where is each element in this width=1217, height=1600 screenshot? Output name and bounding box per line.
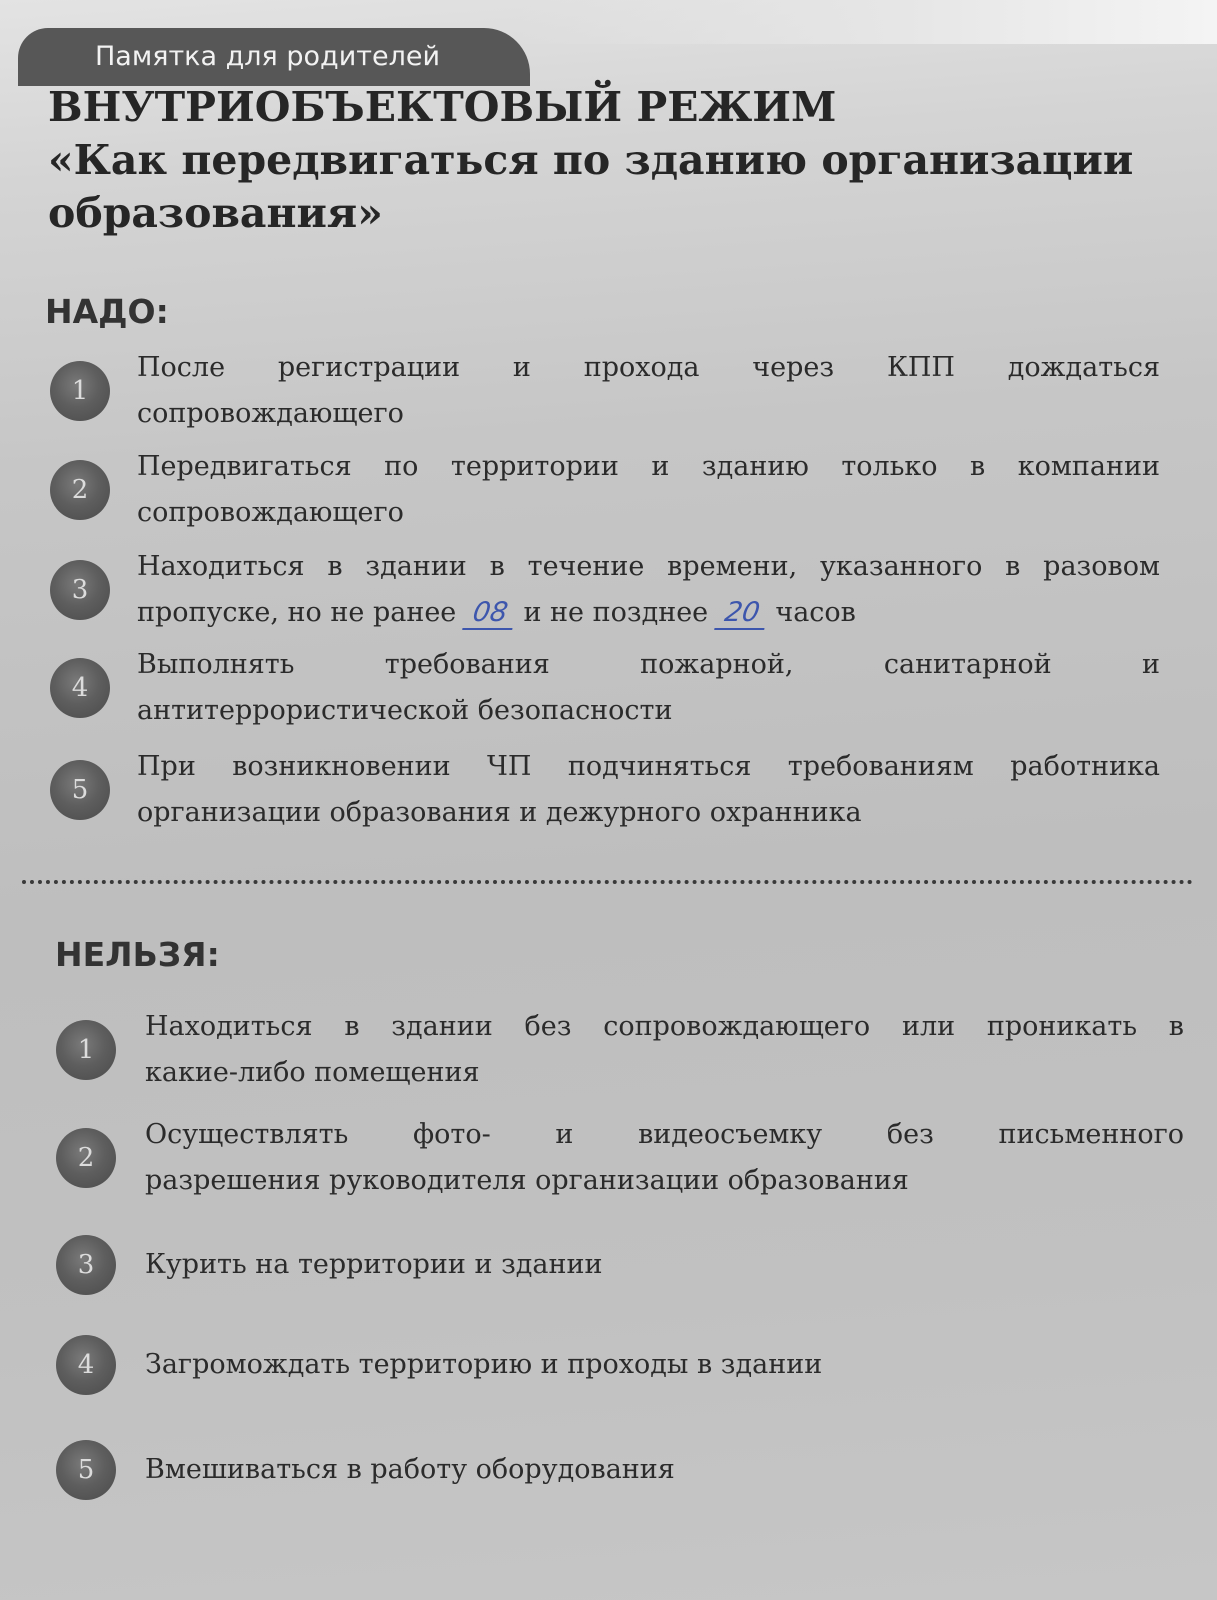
- text-after-to-hour: часов: [775, 597, 856, 628]
- title-main: ВНУТРИОБЪЕКТОВЫЙ РЕЖИМ: [48, 83, 837, 131]
- item-text-line: Осуществлять фото- и видеосъемку без письменного: [145, 1119, 1184, 1150]
- number-badge: [50, 361, 110, 421]
- number-badge: [56, 1020, 116, 1080]
- item-text-line: При возникновении ЧП подчиняться требованиям работника: [137, 751, 1160, 782]
- number-badge: [56, 1335, 116, 1395]
- number-label: 3: [71, 575, 89, 605]
- number-label: 5: [71, 775, 89, 805]
- dotted-divider: [22, 880, 1193, 884]
- item-text-line: сопровождающего: [137, 497, 404, 528]
- item-text-line: После регистрации и прохода через КПП дождаться: [137, 352, 1160, 383]
- item-text: [137, 544, 1160, 636]
- text-before-from-hour: пропуске, но не ранее: [137, 597, 457, 628]
- header-tab: [18, 28, 530, 86]
- handwritten-to-hour: 20: [714, 598, 770, 630]
- item-text-line: Находиться в здании без сопровождающего или проникать в: [145, 1011, 1184, 1042]
- item-text: [145, 1004, 1184, 1096]
- item-text-line: Загромождать территорию и проходы в здании: [145, 1349, 823, 1380]
- header-tab-label: Памятка для родителей: [95, 41, 441, 72]
- item-text-line: Передвигаться по территории и зданию только в компании: [137, 451, 1160, 482]
- item-text: [145, 1342, 1184, 1388]
- number-label: 1: [77, 1035, 95, 1065]
- number-label: 4: [77, 1350, 95, 1380]
- must-item-5: [50, 744, 1160, 836]
- number-badge: [56, 1440, 116, 1500]
- item-text-line: Выполнять требования пожарной, санитарной и: [137, 649, 1160, 680]
- text-between-hours: и не позднее: [523, 597, 709, 628]
- number-label: 4: [71, 673, 89, 703]
- must-not-item-4: [56, 1319, 1184, 1411]
- item-text: [137, 642, 1160, 734]
- number-badge: [50, 560, 110, 620]
- subtitle-line: «Как передвигаться по зданию организации: [48, 136, 1134, 184]
- number-label: 2: [77, 1143, 95, 1173]
- must-not-item-3: [56, 1219, 1184, 1311]
- must-item-2: [50, 444, 1160, 536]
- document-title: [48, 81, 1133, 240]
- must-not-item-2: [56, 1112, 1184, 1204]
- item-text: [145, 1112, 1184, 1204]
- item-text-line: Вмешиваться в работу оборудования: [145, 1454, 675, 1485]
- handwritten-from-hour: 08: [462, 598, 518, 630]
- must-item-4: [50, 642, 1160, 734]
- number-badge: [50, 760, 110, 820]
- number-badge: [56, 1235, 116, 1295]
- paper-edge: [517, 0, 1217, 44]
- number-label: 2: [71, 475, 89, 505]
- item-text: [137, 444, 1160, 536]
- number-badge: [50, 658, 110, 718]
- item-text-line: разрешения руководителя организации образования: [145, 1165, 909, 1196]
- must-item-1: [50, 345, 1160, 437]
- item-text: [137, 744, 1160, 836]
- must-heading: НАДО:: [45, 292, 169, 331]
- must-item-3: [50, 544, 1160, 636]
- item-text-line: организации образования и дежурного охранника: [137, 797, 862, 828]
- item-text-line: сопровождающего: [137, 398, 404, 429]
- item-text: [137, 345, 1160, 437]
- number-badge: [56, 1128, 116, 1188]
- item-text-line: какие-либо помещения: [145, 1057, 480, 1088]
- item-text-line: Курить на территории и здании: [145, 1249, 603, 1280]
- subtitle-line: образования»: [48, 189, 383, 237]
- number-label: 3: [77, 1250, 95, 1280]
- item-text: [145, 1447, 1184, 1493]
- item-text: [145, 1242, 1184, 1288]
- item-text-line: антитеррористической безопасности: [137, 695, 673, 726]
- number-label: 1: [71, 376, 89, 406]
- must-not-item-1: [56, 1004, 1184, 1096]
- must-not-heading: НЕЛЬЗЯ:: [55, 935, 220, 974]
- must-not-item-5: [56, 1424, 1184, 1516]
- number-label: 5: [77, 1455, 95, 1485]
- number-badge: [50, 460, 110, 520]
- item-text-line: Находиться в здании в течение времени, указанного в разовом: [137, 551, 1160, 582]
- item-text-line-with-hours: [137, 590, 1160, 636]
